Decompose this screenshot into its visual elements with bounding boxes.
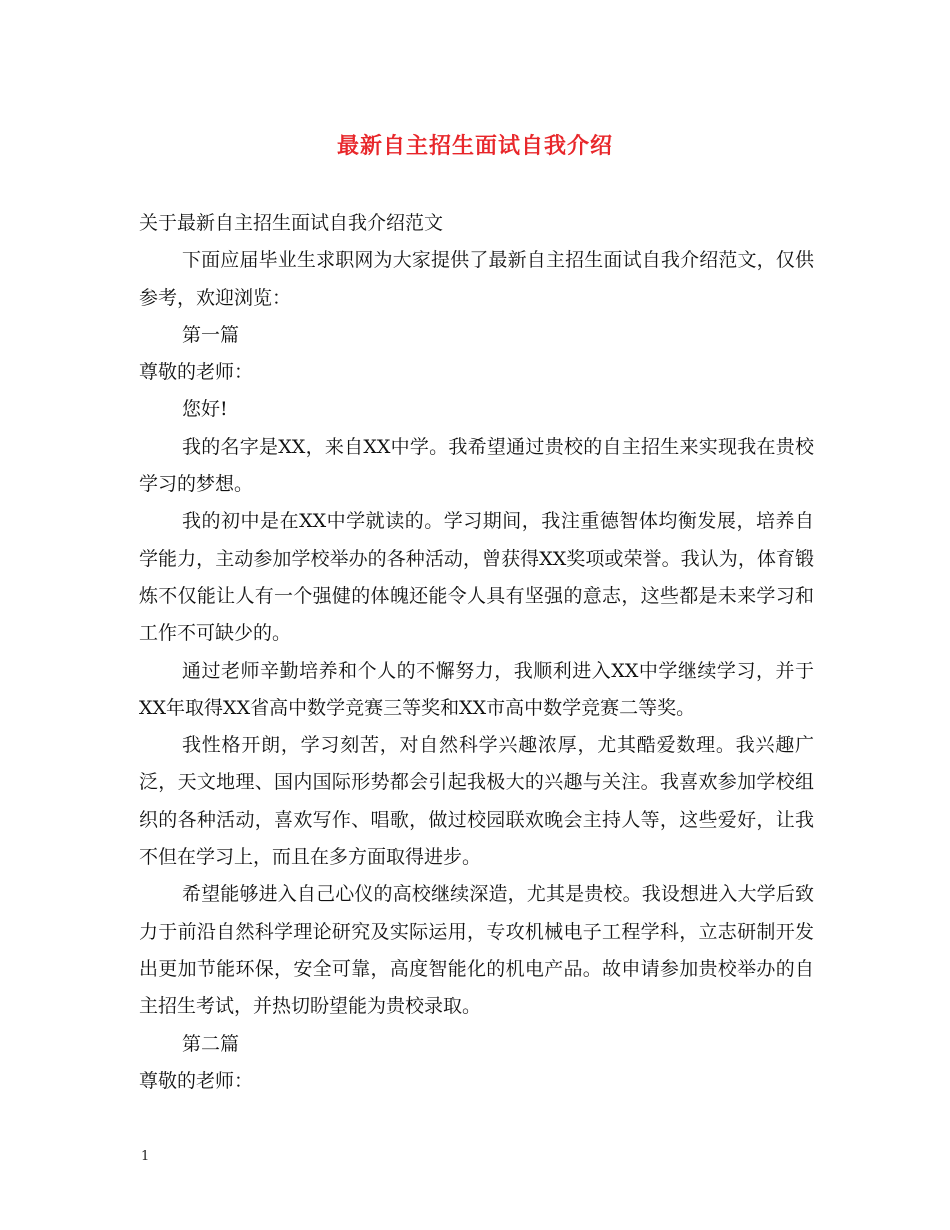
paragraph-lead: 下面应届毕业生求职网为大家提供了最新自主招生面试自我介绍范文，仅供参考，欢迎浏览：: [139, 249, 814, 309]
paragraph-intro: 关于最新自主招生面试自我介绍范文: [139, 212, 444, 234]
salutation: 尊敬的老师：: [139, 1069, 254, 1092]
paragraph: 我的名字是XX，来自XX中学。我希望通过贵校的自主招生来实现我在贵校学习的梦想。: [139, 435, 814, 496]
section-heading-second: 第二篇: [182, 1032, 240, 1055]
document-title: 最新自主招生面试自我介绍: [336, 134, 613, 159]
document-body: [139, 205, 814, 1100]
paragraph: 希望能够进入自己心仪的高校继续深造，尤其是贵校。我设想进入大学后致力于前沿自然科学理论研究及实际运用，专攻机械电子工程学科，立志研制开发出更加节能环保，安全可靠，高度智能化的机电产品。故申请参加贵校举办的自主招生考试，并热切盼望能为贵校录取。: [139, 883, 814, 1018]
paragraph: 通过老师辛勤培养和个人的不懈努力，我顺利进入XX中学继续学习，并于XX年取得XX省高中数学竞赛三等奖和XX市高中数学竞赛二等奖。: [139, 659, 814, 719]
paragraph: 我性格开朗，学习刻苦，对自然科学兴趣浓厚，尤其酷爱数理。我兴趣广泛，天文地理、国内国际形势都会引起我极大的兴趣与关注。我喜欢参加学校组织的各种活动，喜欢写作、唱歌，做过校园联欢晚会主持人等，这些爱好，让我不但在学习上，而且在多方面取得进步。: [139, 734, 814, 869]
section-heading-first: 第一篇: [182, 323, 240, 346]
page-number: 1: [141, 1149, 150, 1164]
paragraph: 我的初中是在XX中学就读的。学习期间，我注重德智体均衡发展，培养自学能力，主动参加学校举办的各种活动，曾获得XX奖项或荣誉。我认为，体育锻炼不仅能让人有一个强健的体魄还能令人具有坚强的意志，这些都是未来学习和工作不可缺少的。: [139, 510, 814, 645]
salutation: 尊敬的老师：: [139, 361, 254, 384]
greeting: 您好!: [182, 398, 228, 421]
